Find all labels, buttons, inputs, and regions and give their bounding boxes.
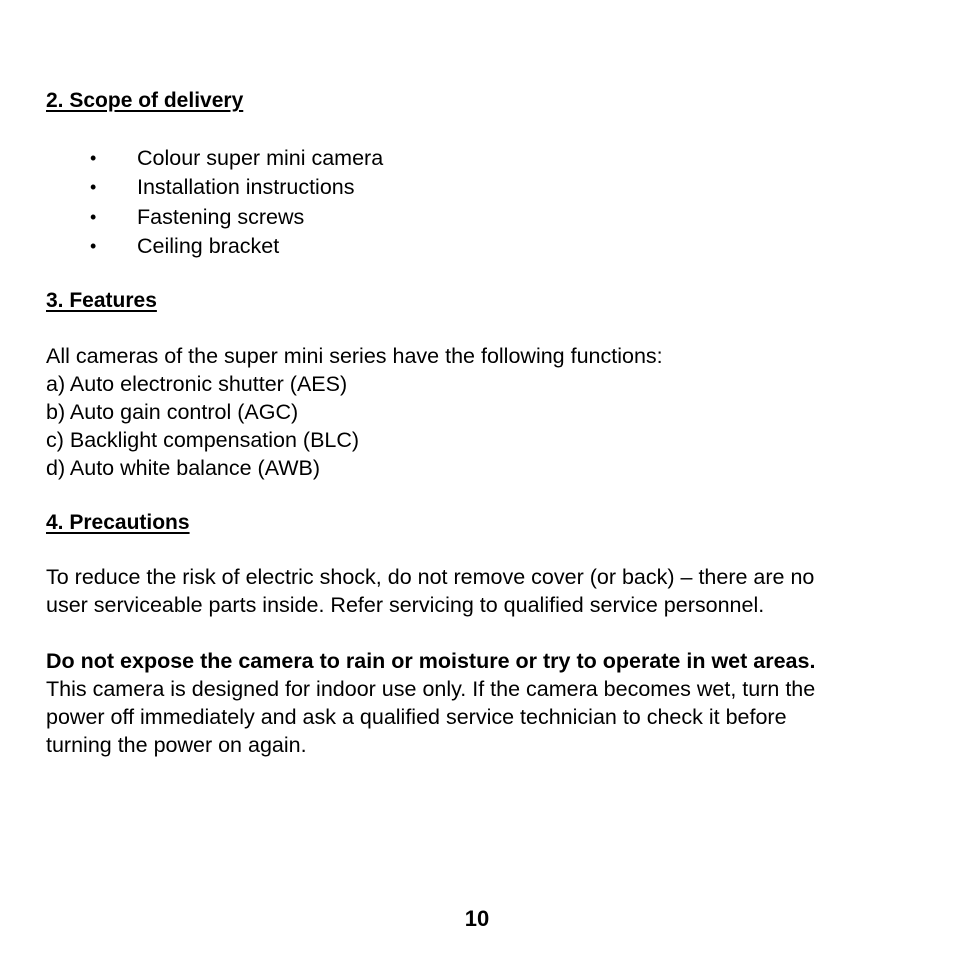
paragraph-line: power off immediately and ask a qualified service technician to check it before bbox=[46, 704, 787, 729]
list-item-text: Ceiling bracket bbox=[137, 233, 280, 258]
feature-item: b) Auto gain control (AGC) bbox=[46, 399, 299, 424]
scope-of-delivery-heading: 2. Scope of delivery bbox=[46, 89, 244, 112]
paragraph-line: To reduce the risk of electric shock, do not remove cover (or back) – there are no bbox=[46, 565, 815, 589]
features-heading: 3. Features bbox=[46, 289, 157, 312]
features-intro: All cameras of the super mini series have the following functions: bbox=[46, 344, 663, 368]
paragraph-line: This camera is designed for indoor use only. If the camera becomes wet, turn the bbox=[46, 676, 816, 701]
precautions-heading: 4. Precautions bbox=[46, 511, 190, 534]
page-number: 10 bbox=[464, 906, 490, 931]
list-item-text: Fastening screws bbox=[137, 204, 305, 229]
list-item-text: Installation instructions bbox=[137, 175, 355, 200]
bullet-icon: • bbox=[90, 148, 97, 168]
paragraph-line: user serviceable parts inside. Refer servicing to qualified service personnel. bbox=[46, 592, 765, 617]
feature-item: c) Backlight compensation (BLC) bbox=[46, 427, 360, 452]
list-item-text: Colour super mini camera bbox=[137, 146, 384, 170]
precautions-paragraph-1 bbox=[46, 564, 814, 620]
feature-item: d) Auto white balance (AWB) bbox=[46, 455, 321, 480]
bullet-icon: • bbox=[90, 177, 97, 198]
feature-item: a) Auto electronic shutter (AES) bbox=[46, 371, 348, 396]
bullet-icon: • bbox=[90, 235, 97, 256]
precautions-paragraph-2 bbox=[46, 648, 815, 760]
bullet-icon: • bbox=[90, 206, 97, 227]
warning-text: Do not expose the camera to rain or moisture or try to operate in wet areas. bbox=[46, 649, 816, 673]
features-text bbox=[46, 343, 663, 482]
paragraph-line: turning the power on again. bbox=[46, 732, 307, 757]
